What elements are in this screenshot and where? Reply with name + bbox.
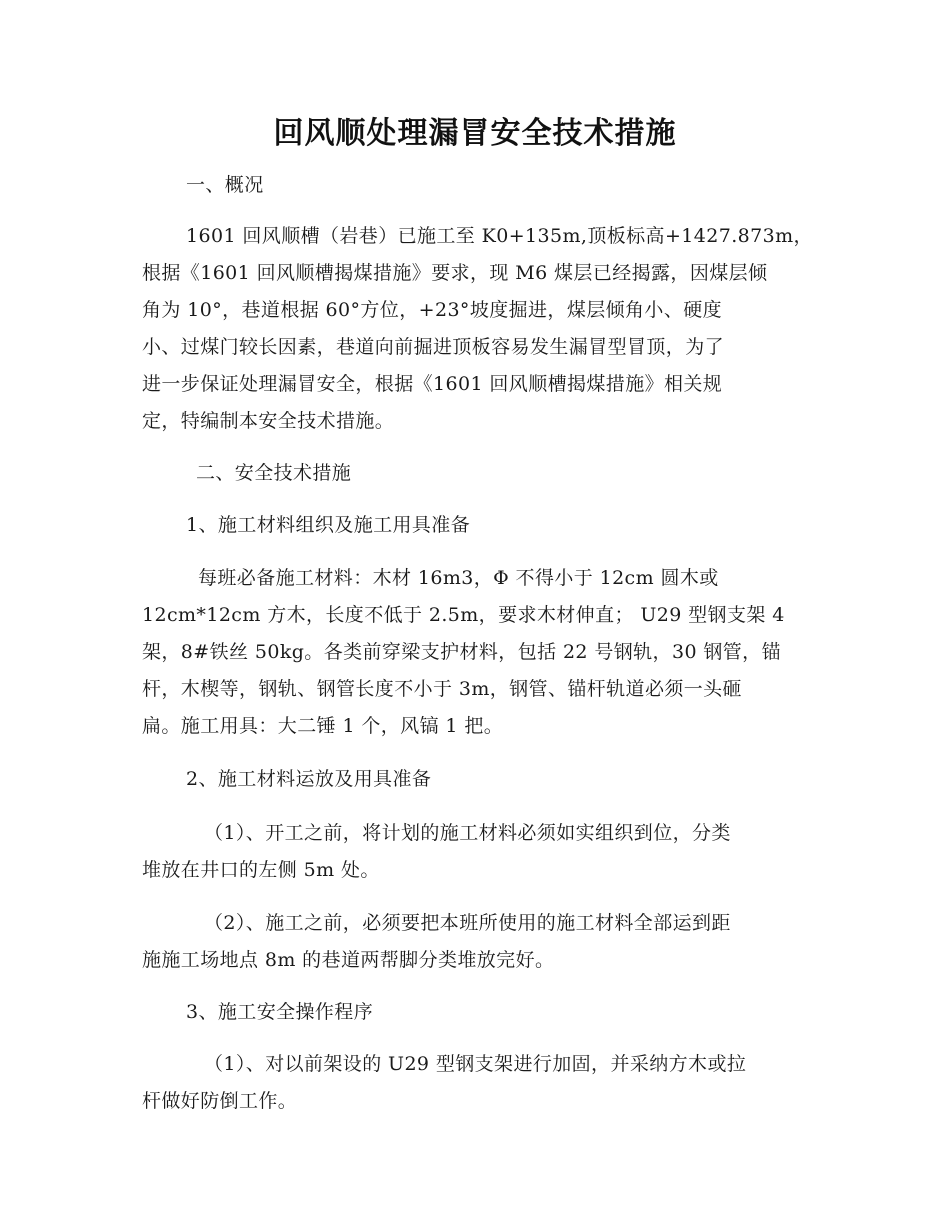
document-title: 回风顺处理漏冒安全技术措施 <box>273 116 677 151</box>
section-heading-overview: 一、概况 <box>186 174 264 196</box>
paragraph-line: 定，特编制本安全技术措施。 <box>142 410 395 432</box>
paragraph-line: 小、过煤门较长因素，巷道向前掘进顶板容易发生漏冒型冒顶，为了 <box>142 336 725 358</box>
paragraph-line: 扁。施工用具：大二锤 1 个，风镐 1 把。 <box>142 715 504 737</box>
subsection-heading-procedure: 3、施工安全操作程序 <box>186 1001 374 1023</box>
paragraph-line: 架，8#铁丝 50kg。各类前穿梁支护材料，包括 22 号钢轨，30 钢管，锚 <box>142 641 781 663</box>
section-heading-measures: 二、安全技术措施 <box>196 462 352 484</box>
paragraph-line: 堆放在井口的左侧 5m 处。 <box>142 859 380 881</box>
paragraph-line: （1）、对以前架设的 U29 型钢支架进行加固，并采纳方木或拉 <box>204 1053 747 1075</box>
materials-paragraph <box>142 560 810 745</box>
paragraph-line: 1601 回风顺槽（岩巷）已施工至 K0+135m,顶板标高+1427.873m， <box>186 225 813 247</box>
paragraph-line: 杆，木楔等，钢轨、钢管长度不小于 3m，钢管、锚杆轨道必须一头砸 <box>142 678 742 700</box>
paragraph-line: （2）、施工之前，必须要把本班所使用的施工材料全部运到距 <box>204 912 731 934</box>
procedure-item-1 <box>142 1046 810 1120</box>
subsection-heading-transport: 2、施工材料运放及用具准备 <box>186 768 432 790</box>
subsection-heading-materials: 1、施工材料组织及施工用具准备 <box>186 514 471 536</box>
paragraph-line: 进一步保证处理漏冒安全，根据《1601 回风顺槽揭煤措施》相关规 <box>142 373 723 395</box>
transport-item-1 <box>142 815 810 889</box>
paragraph-line: 施施工场地点 8m 的巷道两帮脚分类堆放完好。 <box>142 949 555 971</box>
paragraph-line: 每班必备施工材料：木材 16m3，Φ 不得小于 12cm 圆木或 <box>198 567 719 589</box>
paragraph-line: 杆做好防倒工作。 <box>142 1090 298 1112</box>
transport-item-2 <box>142 905 810 979</box>
overview-paragraph <box>142 218 813 440</box>
paragraph-line: 角为 10°，巷道根据 60°方位，+23°坡度掘进，煤层倾角小、硬度 <box>142 299 723 321</box>
paragraph-line: 12cm*12cm 方木，长度不低于 2.5m，要求木材伸直； U29 型钢支架 4 <box>142 604 785 626</box>
paragraph-line: 根据《1601 回风顺槽揭煤措施》要求，现 M6 煤层已经揭露，因煤层倾 <box>142 262 768 284</box>
paragraph-line: （1）、开工之前，将计划的施工材料必须如实组织到位，分类 <box>204 822 731 844</box>
